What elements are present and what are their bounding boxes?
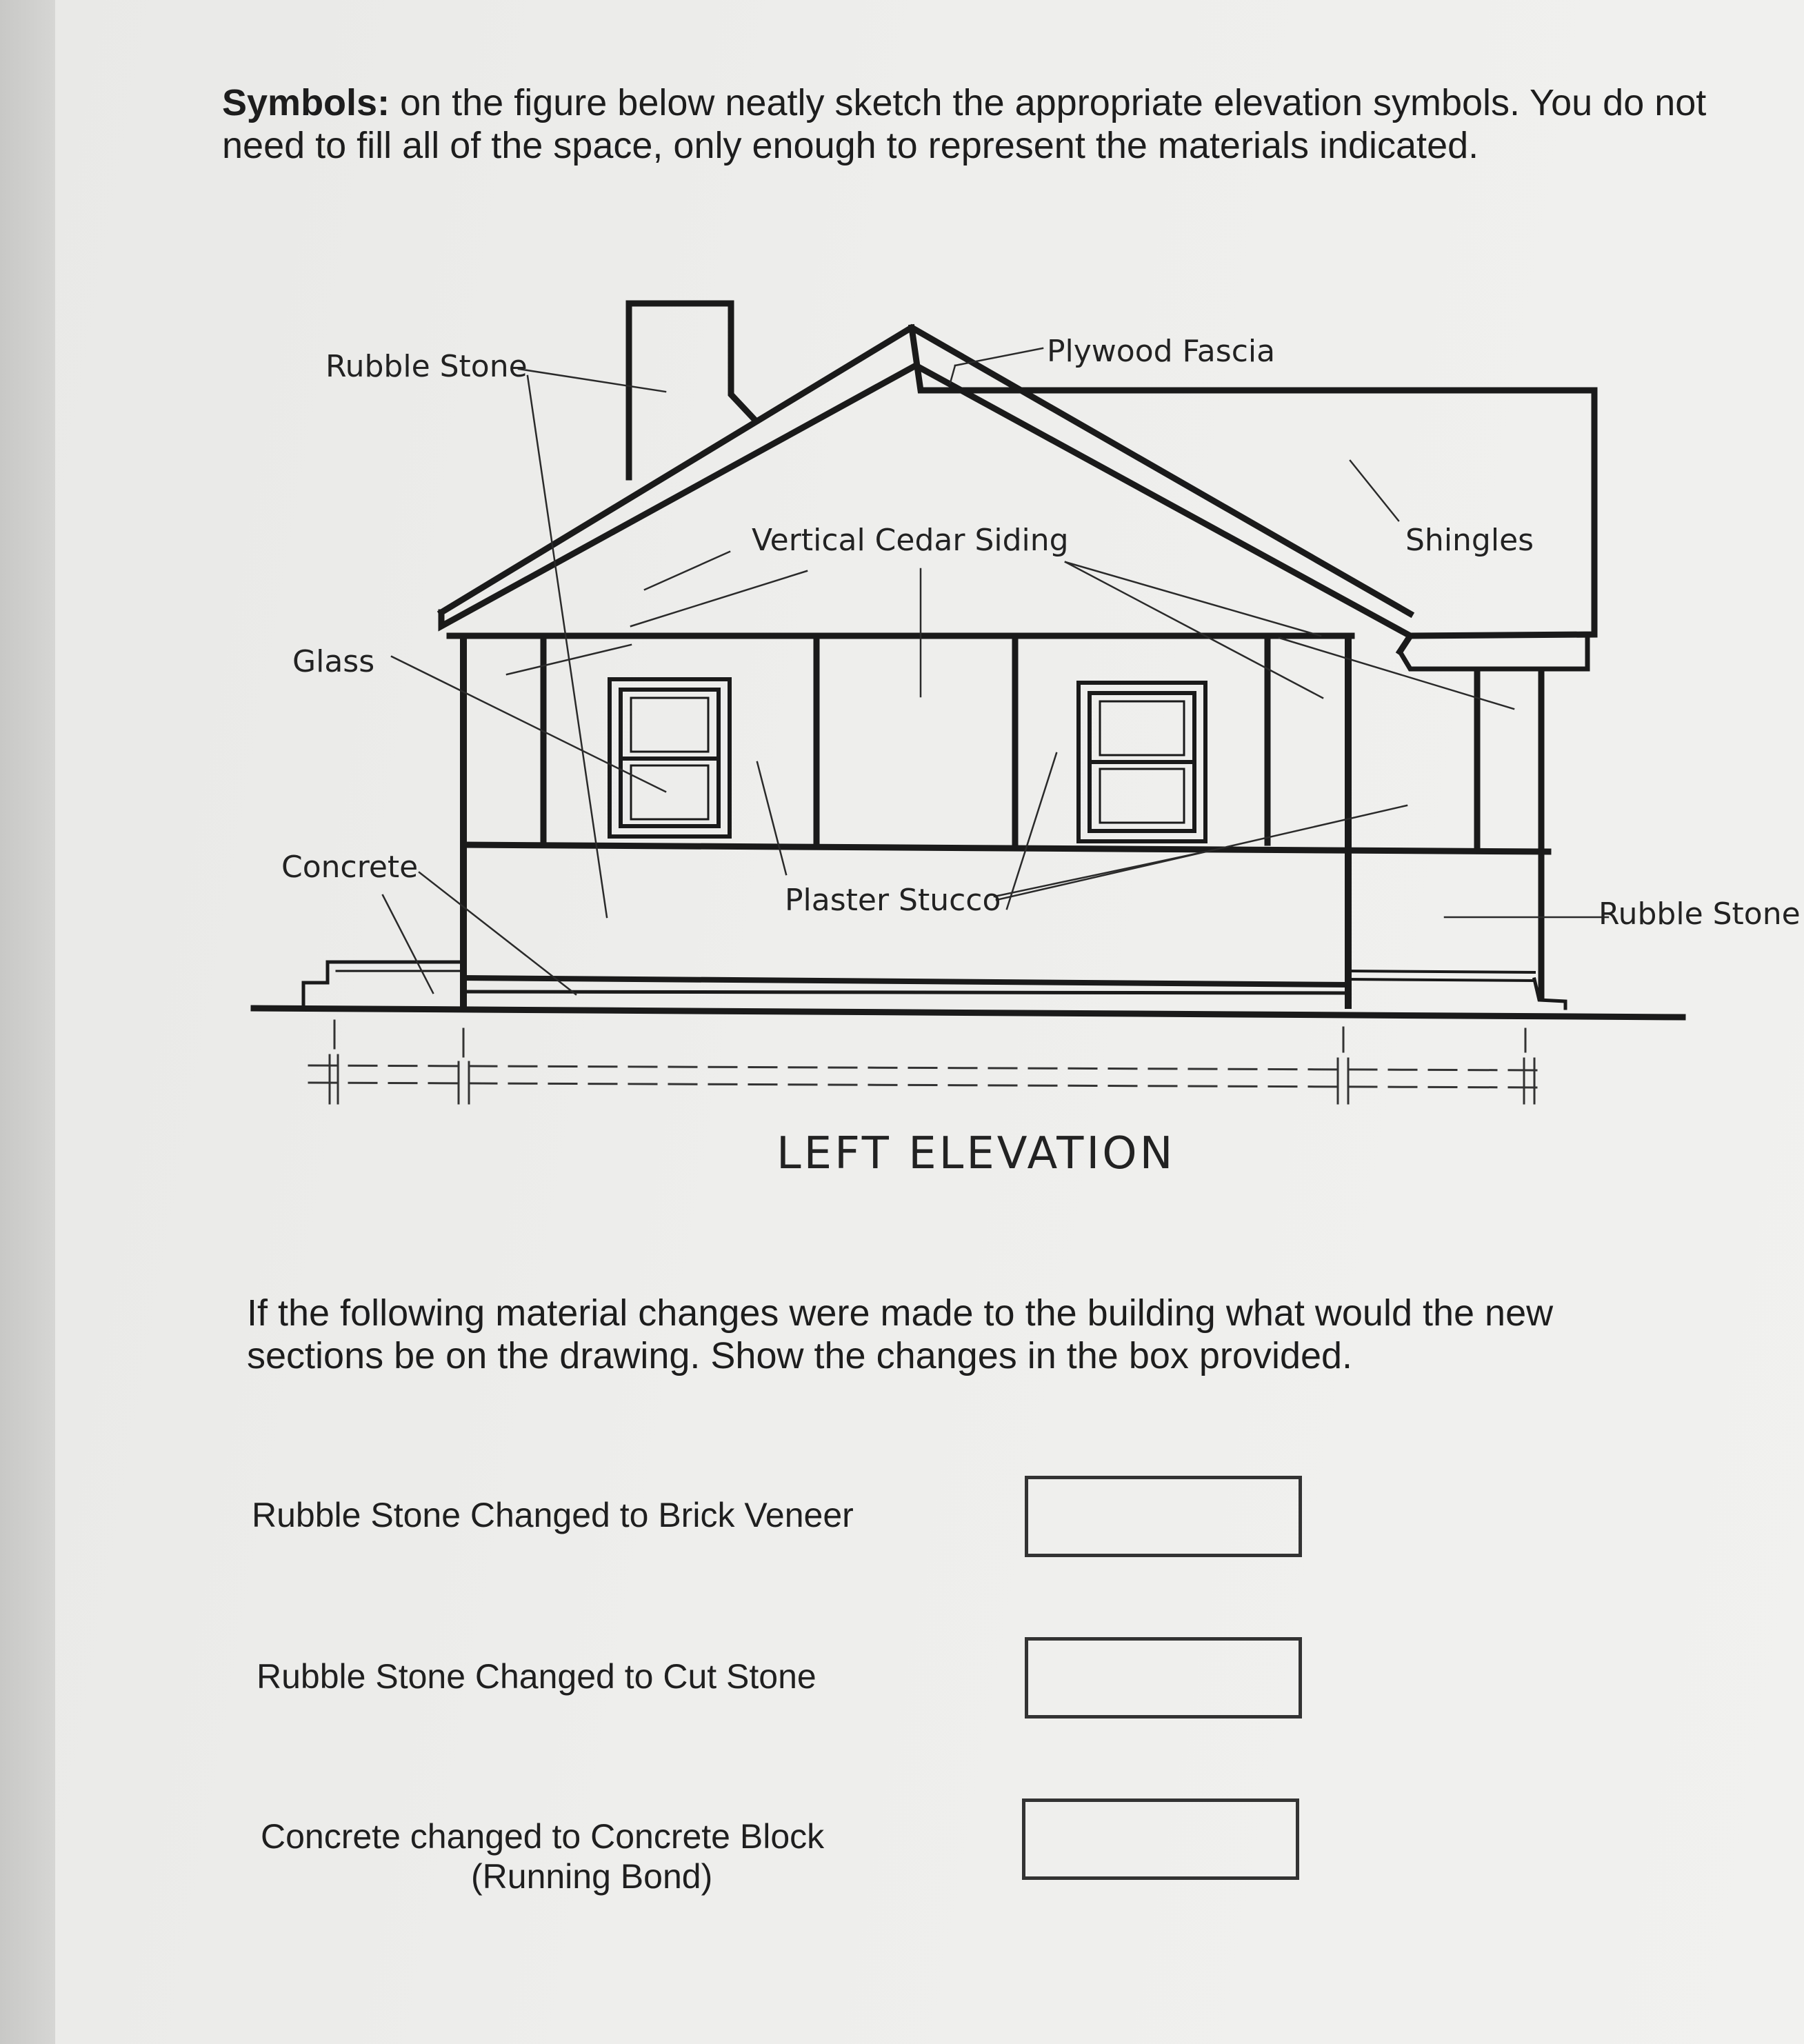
question-item-2-label bbox=[257, 1656, 816, 1696]
question-text: If the following material changes were made to the building what would the new sections be on the drawing. Show the changes in the box provided. bbox=[247, 1292, 1554, 1376]
porch-roof bbox=[912, 328, 1594, 636]
label-plaster-stucco: Plaster Stucco bbox=[785, 883, 1001, 918]
label-shingles: Shingles bbox=[1405, 523, 1534, 558]
ground-line bbox=[254, 1008, 1683, 1017]
question-item-1-text: Rubble Stone Changed to Brick Veneer bbox=[252, 1496, 854, 1534]
label-rubble-stone-right: Rubble Stone bbox=[1598, 896, 1801, 932]
label-concrete: Concrete bbox=[281, 850, 419, 885]
footing-lines bbox=[309, 1021, 1545, 1103]
window-left bbox=[610, 679, 730, 836]
drawing-title: LEFT ELEVATION bbox=[776, 1128, 1176, 1179]
instructions-text: on the figure below neatly sketch the appropriate elevation symbols. You do not need to fill all of the space, only enough to represent the materials indicated. bbox=[222, 82, 1707, 166]
label-vertical-cedar-siding: Vertical Cedar Siding bbox=[752, 523, 1069, 558]
answer-box-concrete-block[interactable] bbox=[1022, 1798, 1299, 1880]
chimney bbox=[629, 303, 753, 477]
answer-box-brick-veneer[interactable] bbox=[1025, 1476, 1302, 1557]
question-item-2-text: Rubble Stone Changed to Cut Stone bbox=[257, 1657, 816, 1696]
roof-outer bbox=[441, 365, 1410, 652]
question-item-1-label bbox=[252, 1495, 854, 1535]
front-steps bbox=[303, 962, 463, 1005]
label-rubble-stone-top: Rubble Stone bbox=[325, 349, 528, 384]
question-item-3-text: Concrete changed to Concrete Block bbox=[261, 1817, 825, 1856]
label-glass: Glass bbox=[292, 644, 375, 679]
answer-box-cut-stone[interactable] bbox=[1025, 1637, 1302, 1719]
instructions-bold-label: Symbols: bbox=[222, 82, 390, 123]
question-item-3-label bbox=[261, 1816, 824, 1896]
label-plywood-fascia: Plywood Fascia bbox=[1047, 334, 1276, 369]
question-item-3-sub: (Running Bond) bbox=[471, 1857, 713, 1896]
window-right bbox=[1079, 683, 1205, 841]
